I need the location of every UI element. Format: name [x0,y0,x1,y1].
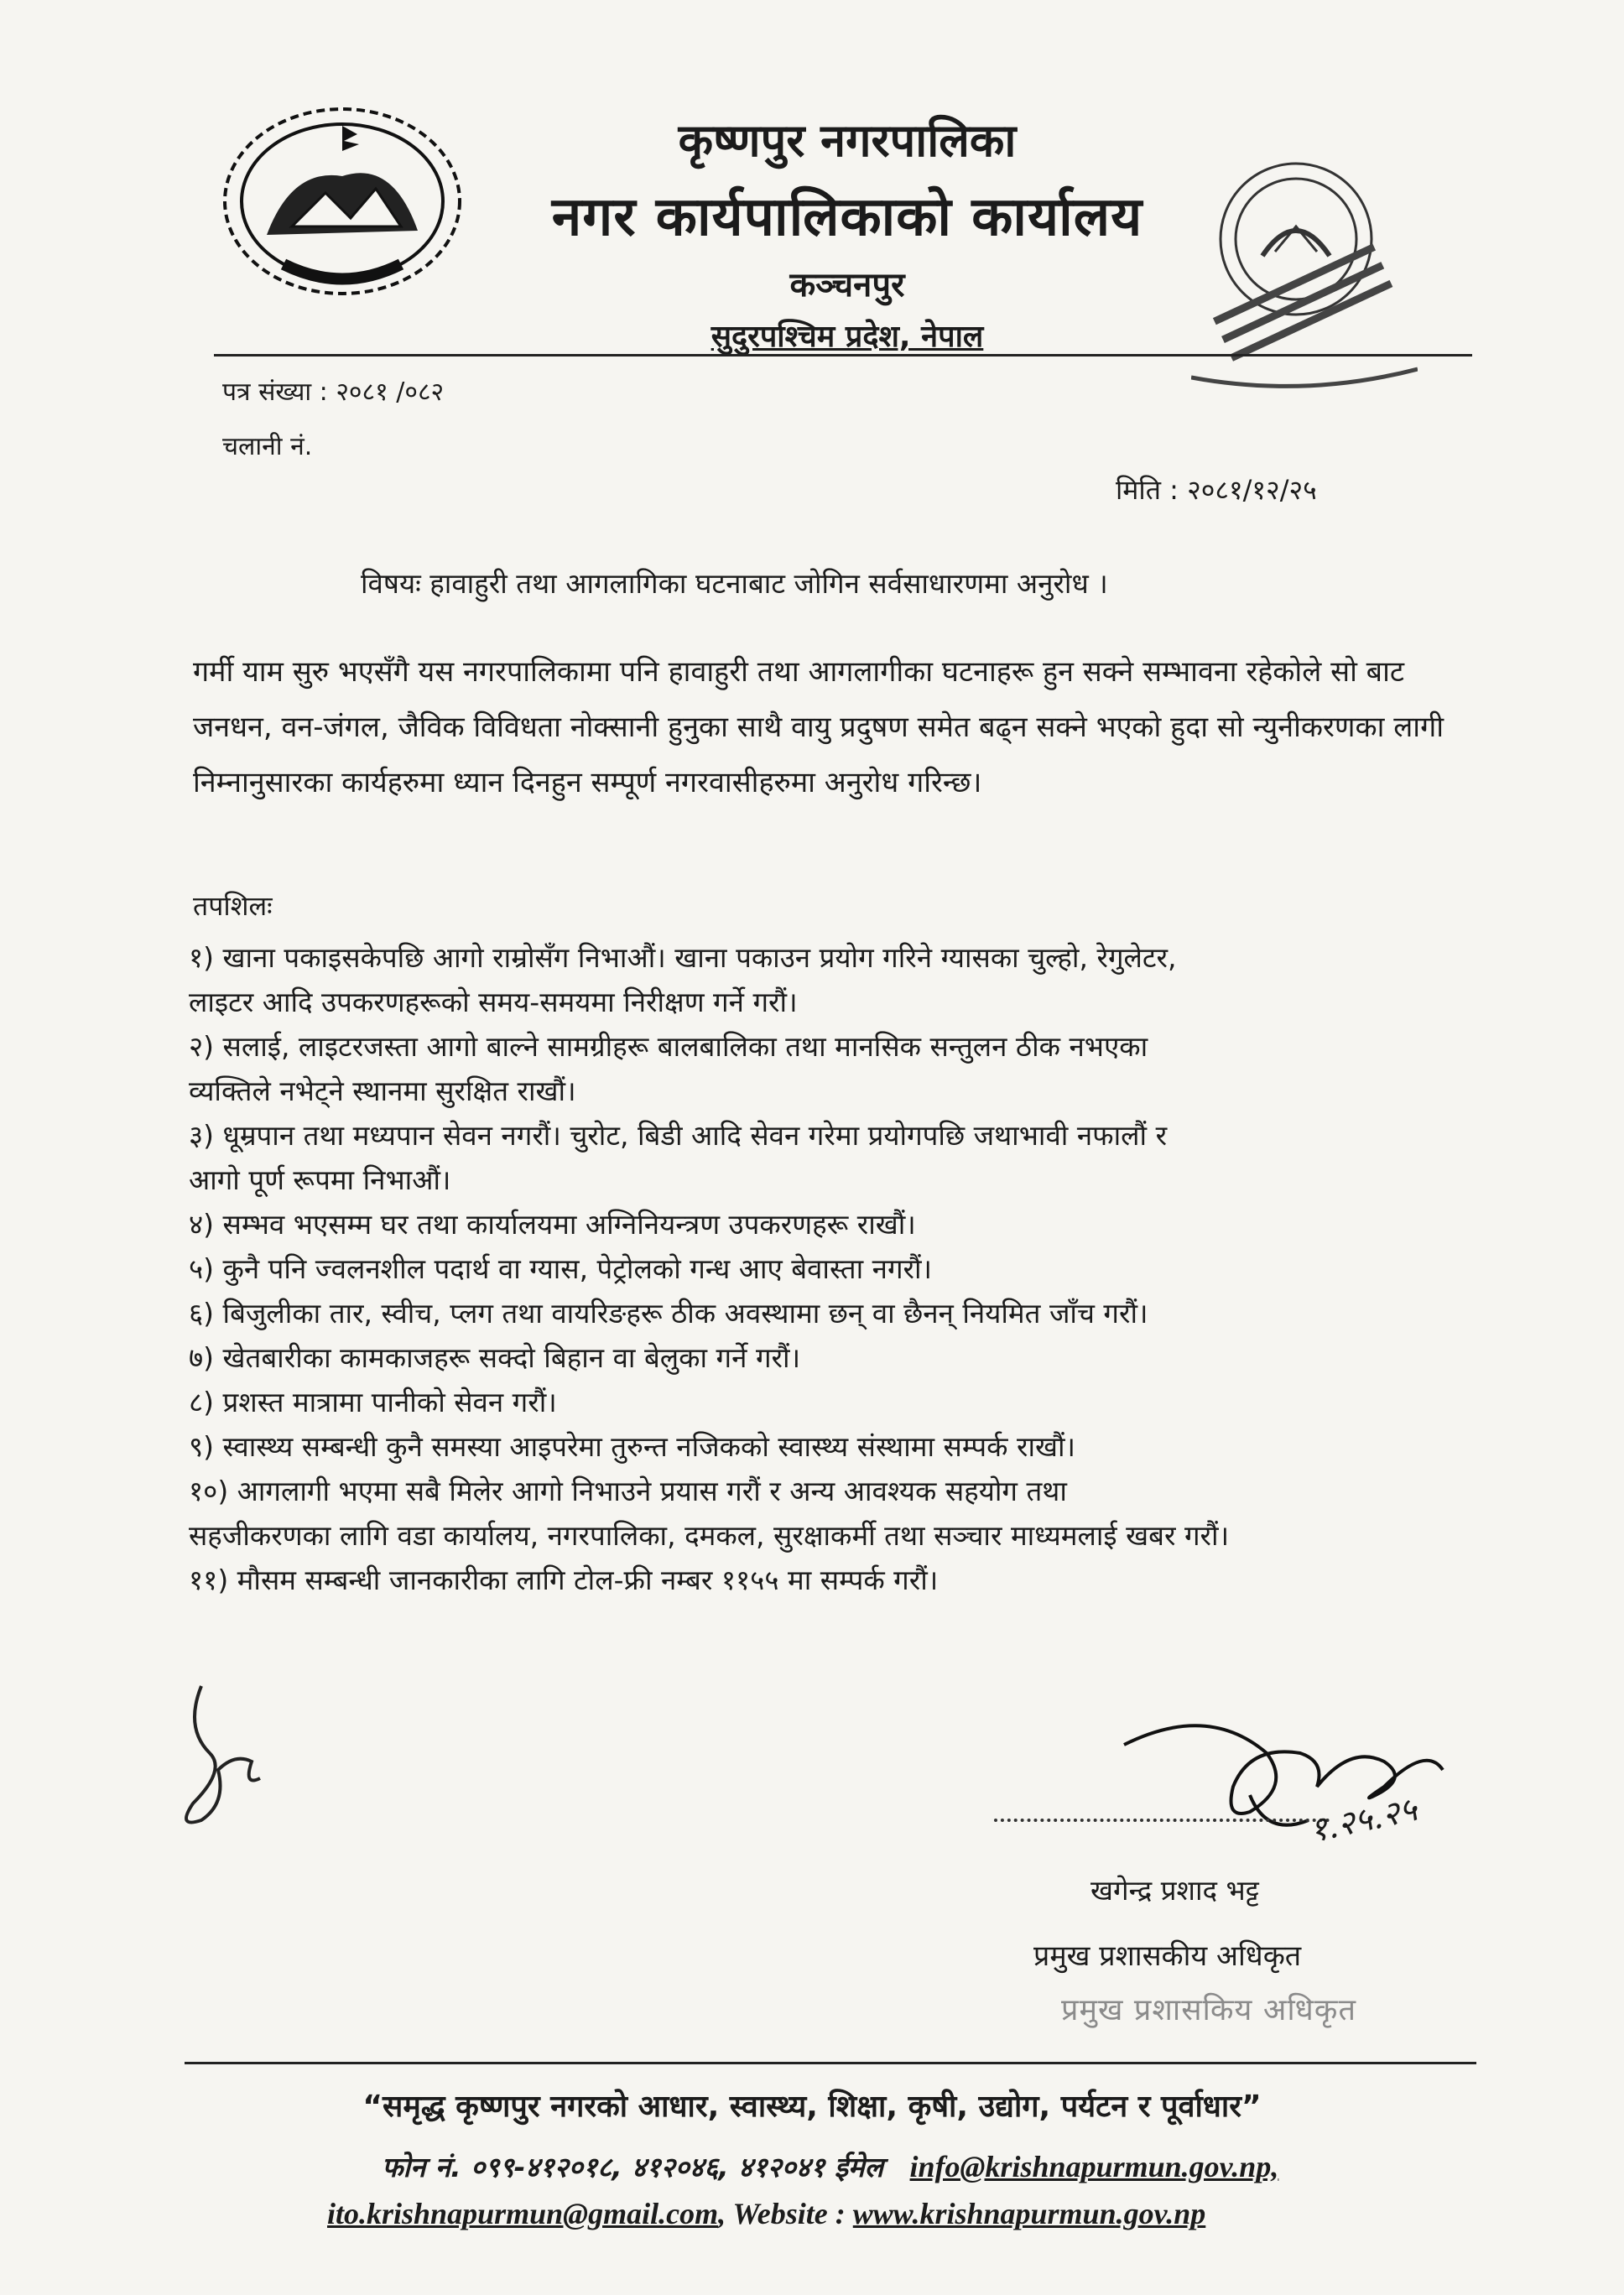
phone-numbers: फोन नं. ०९९-४१२०१८, ४१२०४६, ४१२०४१ ईमेल [382,2151,884,2183]
municipality-name: कृष्णपुर नगरपालिका [678,114,1017,167]
email-link[interactable]: info@krishnapurmun.gov.np, [909,2150,1279,2183]
list-item: लाइटर आदि उपकरणहरूको समय-समयमा निरीक्षण गर्ने गरौं। [189,986,798,1018]
municipal-seal-icon [1179,147,1405,373]
officer-signature [1107,1694,1493,1862]
list-item: १) खाना पकाइसकेपछि आगो राम्रोसँग निभाऔं। खाना पकाउन प्रयोग गरिने ग्यासका चुल्हो, रेगुलेटर, [189,941,1177,974]
letter-subject: विषयः हावाहुरी तथा आगलागिका घटनाबाट जोगिन सर्वसाधारणमा अनुरोध । [361,567,1108,600]
officer-stamp: प्रमुख प्रशासकिय अधिकृत [1061,1993,1356,2027]
list-item: ११) मौसम सम्बन्धी जानकारीका लागि टोल-फ्री नम्बर ११५५ मा सम्पर्क गरौं। [189,1564,939,1596]
website-label: , Website : [718,2197,846,2230]
list-item: ७) खेतबारीका कामकाजहरू सक्दो बिहान वा बेलुका गर्ने गरौं। [189,1341,801,1374]
list-item: ८) प्रशस्त मात्रामा पानीको सेवन गरौं। [189,1386,557,1418]
list-item: आगो पूर्ण रूपमा निभाऔं। [189,1163,451,1196]
district-name: कञ्चनपुर [789,266,905,304]
footer-divider [185,2062,1476,2064]
header-divider [214,354,1472,356]
signature-date: १.२५.२५ [1306,1789,1421,1850]
office-name: नगर कार्यपालिकाको कार्यालय [551,186,1143,248]
list-item: ५) कुनै पनि ज्वलनशील पदार्थ वा ग्यास, पेट्रोलको गन्ध आए बेवास्ता नगरौं। [189,1252,933,1285]
officer-name: खगेन्द्र प्रशाद भट्ट [1090,1874,1259,1907]
dispatch-number: चलानी नं. [222,432,313,461]
letter-body: गर्मी याम सुरु भएसँगै यस नगरपालिकामा पनि हावाहुरी तथा आगलागीका घटनाहरू हुन सक्ने सम्भावना रहेकोले सो बाट जनधन, वन-जंगल, जैविक विविधता नोक्सानी हुनुका साथै वायु प्रदुषण समेत बढ्न सक्ने भएको हुदा सो न्युनीकरणका लागी निम्नानुसारका कार्यहरुमा ध्यान दिनहुन सम्पूर्ण नगरवासीहरुमा अनुरोध गरिन्छ। [193,655,1444,799]
list-item: २) सलाई, लाइटरजस्ता आगो बाल्ने सामग्रीहरू बालबालिका तथा मानसिक सन्तुलन ठीक नभएका [189,1030,1148,1063]
province-name: सुदुरपश्चिम प्रदेश, नेपाल [710,320,984,354]
officer-title: प्रमुख प्रशासकीय अधिकृत [1033,1939,1302,1973]
list-item: व्यक्तिले नभेट्ने स्थानमा सुरक्षित राखौं। [189,1075,576,1107]
list-item: ९) स्वास्थ्य सम्बन्धी कुनै समस्या आइपरेमा तुरुन्त नजिकको स्वास्थ्य संस्थामा सम्पर्क राखौं। [189,1430,1076,1463]
details-label: तपशिलः [193,890,273,922]
website-link[interactable]: www.krishnapurmun.gov.np [852,2197,1206,2230]
email-link-2[interactable]: ito.krishnapurmun@gmail.com [327,2197,719,2230]
list-item: ३) धूम्रपान तथा मध्यपान सेवन नगरौं। चुरोट, बिडी आदि सेवन गरेमा प्रयोगपछि जथाभावी नफालौं र [189,1119,1168,1152]
instruction-list [189,935,1464,1602]
signature-line [994,1819,1330,1822]
list-item: सहजीकरणका लागि वडा कार्यालय, नगरपालिका, दमकल, सुरक्षाकर्मी तथा सञ्चार माध्यमलाई खबर गरौं। [189,1519,1230,1552]
footer-contact-line [382,2147,1278,2185]
footer-slogan: “समृद्ध कृष्णपुर नगरको आधार, स्वास्थ्य, शिक्षा, कृषी, उद्योग, पर्यटन र पूर्वाधार” [362,2089,1262,2124]
list-item: ६) बिजुलीका तार, स्वीच, प्लग तथा वायरिङहरू ठीक अवस्थामा छन् वा छैनन् नियमित जाँच गरौं। [189,1297,1148,1330]
seal-border-mark [1191,352,1418,394]
reference-number: पत्र संख्या : २०८१ /०८२ [222,377,445,407]
letter-date: मिति : २०८१/१२/२५ [1116,474,1317,506]
nepal-emblem-icon [216,92,468,302]
initials-signature [176,1678,268,1837]
footer-contact-line-2 [327,2196,1205,2231]
list-item: १०) आगलागी भएमा सबै मिलेर आगो निभाउने प्रयास गरौं र अन्य आवश्यक सहयोग तथा [189,1475,1067,1507]
list-item: ४) सम्भव भएसम्म घर तथा कार्यालयमा अग्निनियन्त्रण उपकरणहरू राखौं। [189,1208,916,1241]
